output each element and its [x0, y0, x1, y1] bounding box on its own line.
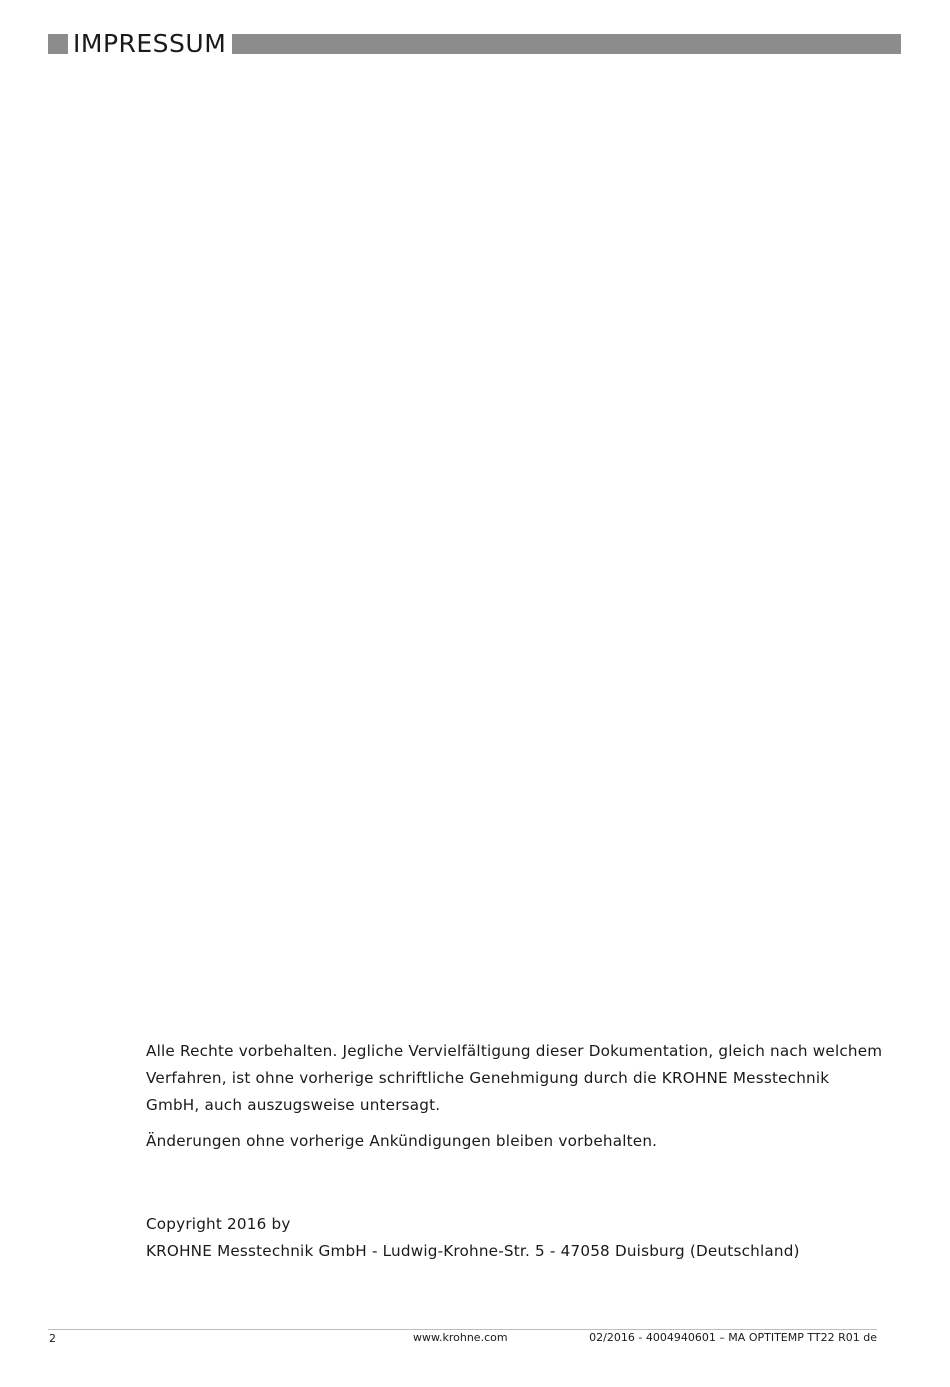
- page-title: IMPRESSUM: [73, 29, 227, 58]
- copyright-line: Copyright 2016 by: [146, 1215, 291, 1233]
- header-accent-bar: [232, 34, 901, 54]
- legal-notice: [146, 1038, 886, 1155]
- copyright-block: [146, 1211, 886, 1265]
- footer-divider: [48, 1329, 877, 1330]
- website-link[interactable]: www.krohne.com: [413, 1331, 508, 1344]
- document-reference: 02/2016 - 4004940601 – MA OPTITEMP TT22 R01 de: [589, 1331, 877, 1344]
- rights-paragraph: Alle Rechte vorbehalten. Jegliche Vervielfältigung dieser Dokumentation, gleich nach welchem Verfahren, ist ohne vorherige schriftliche Genehmigung durch die KROHNE Messtechnik GmbH, auch auszugsweise untersagt.: [146, 1042, 883, 1114]
- page-footer: [48, 1331, 877, 1347]
- header-accent-block: [48, 34, 68, 54]
- company-address: KROHNE Messtechnik GmbH - Ludwig-Krohne-Str. 5 - 47058 Duisburg (Deutschland): [146, 1242, 800, 1260]
- page-number: 2: [49, 1332, 56, 1345]
- section-header: [48, 30, 901, 58]
- changes-paragraph: Änderungen ohne vorherige Ankündigungen bleiben vorbehalten.: [146, 1132, 658, 1150]
